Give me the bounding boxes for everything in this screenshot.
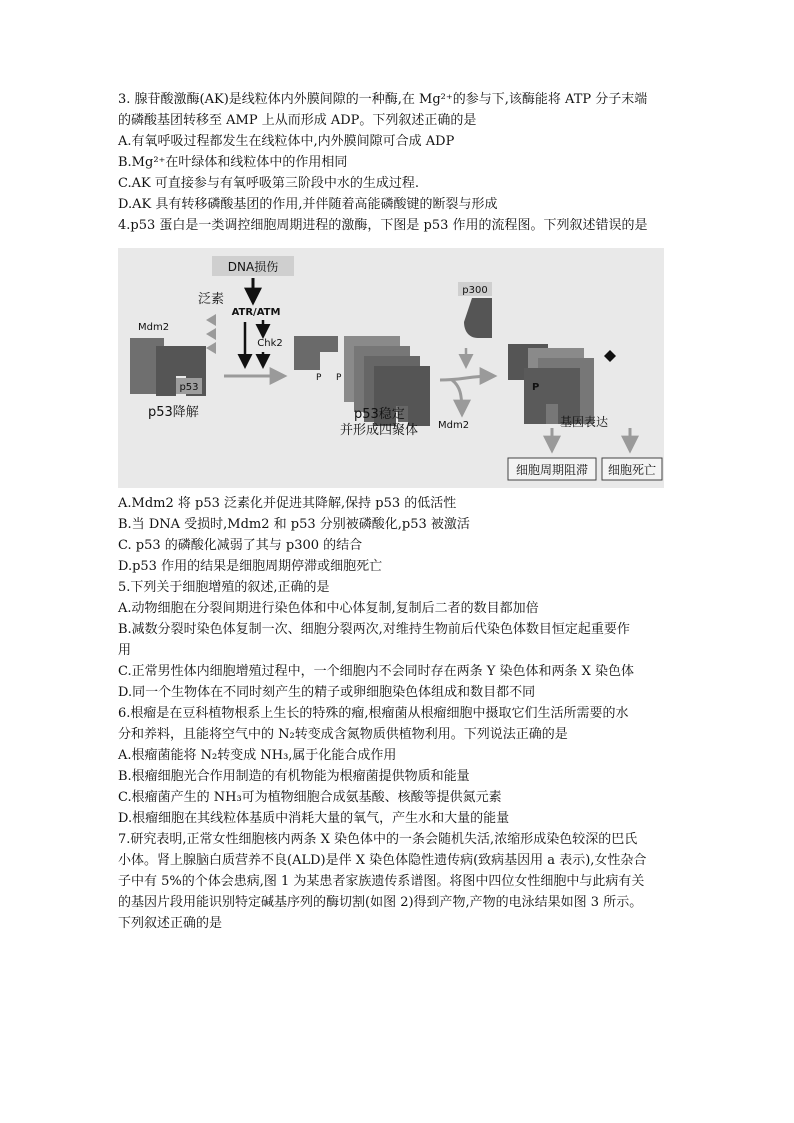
q6-stem-line-2: 分和养料，且能将空气中的 N₂转变成含氮物质供植物利用。下列说法正确的是 (118, 727, 568, 742)
p300-shape (464, 298, 492, 338)
q3-option-b: B.Mg²⁺在叶绿体和线粒体中的作用相同 (118, 155, 348, 170)
q4-option-a: A.Mdm2 将 p53 泛素化并促进其降解,保持 p53 的低活性 (118, 496, 457, 511)
q5-option-d: D.同一个生物体在不同时刻产生的精子或卵细胞染色体组成和数目都不同 (118, 685, 536, 700)
q6-option-a: A.根瘤菌能将 N₂转变成 NH₃,属于化能合成作用 (118, 748, 397, 763)
q7-stem-line-5: 下列叙述正确的是 (118, 916, 223, 931)
ubiquitin-label: 泛素 (198, 292, 225, 307)
q7-stem-line-1: 7.研究表明,正常女性细胞核内两条 X 染色体中的一条会随机失活,浓缩形成染色较深的巴氏 (118, 832, 638, 847)
p53-label: p53 (179, 382, 199, 393)
mdm2-release-arrow (452, 380, 462, 414)
p53-p300-complex-right (508, 344, 616, 424)
p53-stable-label-2: 并形成四聚体 (340, 423, 419, 438)
mdm2-label: Mdm2 (138, 322, 170, 333)
phospho-p-p53: P (336, 373, 342, 383)
q4-stem-line-1: 4.p53 蛋白是一类调控细胞周期进程的激酶，下图是 p53 作用的流程图。下列叙述错误的是 (118, 218, 648, 233)
q7-stem-line-4: 的基因片段用能识别特定碱基序列的酶切割(如图 2)得到产物,产物的电泳结果如图 3 所示。 (118, 895, 643, 910)
chk2-label: Chk2 (257, 338, 283, 349)
q5-stem-line-1: 5.下列关于细胞增殖的叙述,正确的是 (118, 580, 330, 595)
q3-option-a: A.有氧呼吸过程都发生在线粒体中,内外膜间隙可合成 ADP (118, 134, 455, 149)
q3-stem-line-2: 的磷酸基团转移至 AMP 上从而形成 ADP。下列叙述正确的是 (118, 113, 477, 128)
dna-damage-label: DNA损伤 (227, 260, 279, 274)
cell-cycle-arrest-label: 细胞周期阻滞 (515, 463, 589, 477)
q6-option-c: C.根瘤菌产生的 NH₃可为植物细胞合成氨基酸、核酸等提供氮元素 (118, 790, 502, 805)
q3-option-c: C.AK 可直接参与有氧呼吸第三阶段中水的生成过程. (118, 176, 419, 191)
q7-stem-line-3: 子中有 5%的个体会患病,图 1 为某患者家族遗传系谱图。将图中四位女性细胞中与此病有关 (118, 874, 645, 889)
atr-atm-label: ATR/ATM (231, 307, 281, 318)
q5-option-a: A.动物细胞在分裂间期进行染色体和中心体复制,复制后二者的数目都加倍 (118, 601, 539, 616)
p53-flow-diagram (118, 248, 664, 488)
p300-label: p300 (462, 285, 488, 296)
gene-expression-label: 基因表达 (560, 415, 609, 429)
p53-stable-label-1: p53稳定 (354, 407, 405, 422)
q6-option-d: D.根瘤细胞在其线粒体基质中消耗大量的氧气，产生水和大量的能量 (118, 811, 510, 826)
q5-option-c: C.正常男性体内细胞增殖过程中，一个细胞内不会同时存在两条 Y 染色体和两条 X 染色体 (118, 664, 634, 679)
phospho-p-right: P (532, 382, 540, 393)
q6-stem-line-1: 6.根瘤是在豆科植物根系上生长的特殊的瘤,根瘤菌从根瘤细胞中摄取它们生活所需要的水 (118, 706, 629, 721)
q3-option-d: D.AK 具有转移磷酸基团的作用,并伴随着高能磷酸键的断裂与形成 (118, 197, 498, 212)
q4-option-b: B.当 DNA 受损时,Mdm2 和 p53 分别被磷酸化,p53 被激活 (118, 517, 470, 532)
phospho-p-mdm2: P (316, 373, 322, 383)
ubiquitin-triangles-icon (206, 314, 216, 354)
mdm2-released-label: Mdm2 (438, 420, 470, 431)
q5-option-b: B.减数分裂时染色体复制一次、细胞分裂两次,对维持生物前后代染色体数目恒定起重要作 (118, 622, 630, 637)
p53-degradation-label: p53降解 (148, 405, 199, 420)
q7-stem-line-2: 小体。肾上腺脑白质营养不良(ALD)是伴 X 染色体隐性遗传病(致病基因用 a 表示),女性杂合 (118, 853, 647, 868)
cell-death-label: 细胞死亡 (607, 463, 657, 477)
q3-stem-line-1: 3. 腺苷酸激酶(AK)是线粒体内外膜间隙的一种酶,在 Mg²⁺的参与下,该酶能将 ATP 分子末端 (118, 92, 648, 107)
q4-option-c: C. p53 的磷酸化减弱了其与 p300 的结合 (118, 538, 363, 553)
mdm2-phospho-shape (294, 336, 338, 370)
flow-arrow-2 (440, 376, 494, 380)
q6-option-b: B.根瘤细胞光合作用制造的有机物能为根瘤菌提供物质和能量 (118, 769, 470, 784)
q5-option-b-cont: 用 (118, 643, 132, 658)
q4-option-d: D.p53 作用的结果是细胞周期停滞或细胞死亡 (118, 559, 383, 574)
p53-diagram-svg (118, 248, 664, 488)
